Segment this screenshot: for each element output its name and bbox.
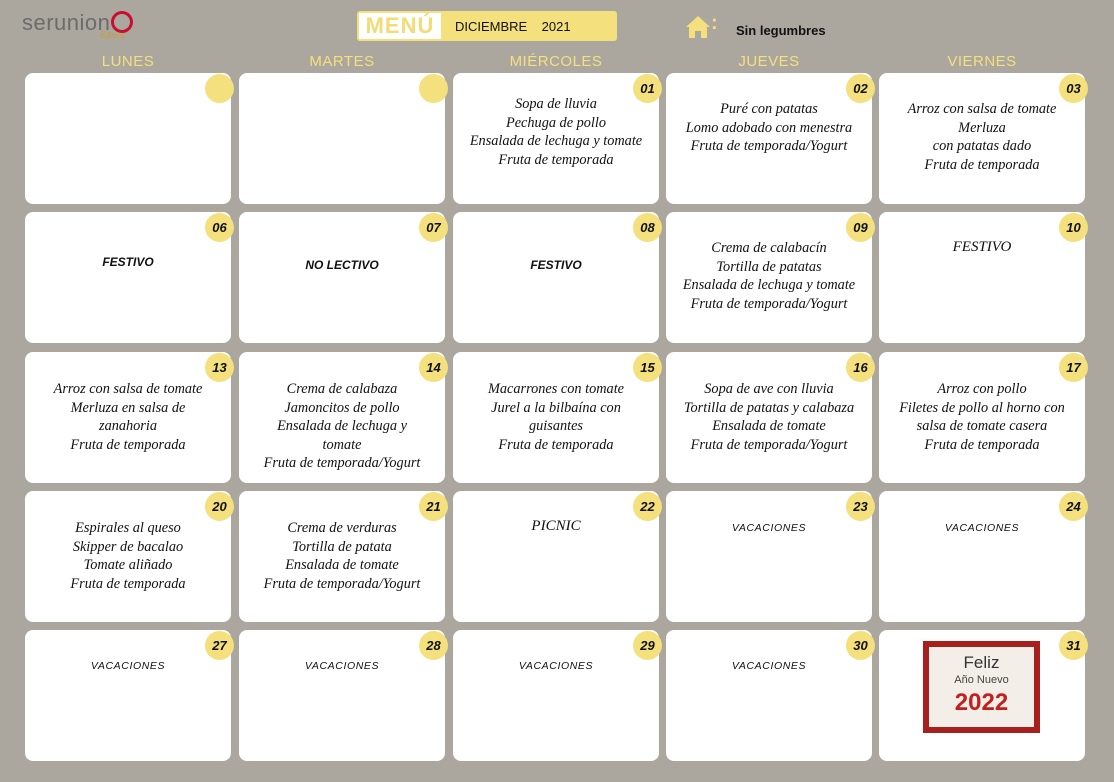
day-number-badge: 03: [1059, 74, 1088, 103]
menu-dishes: [666, 239, 872, 313]
day-number-badge: 28: [419, 631, 448, 660]
day-note: FESTIVO: [530, 258, 582, 272]
vacation-note: VACACIONES: [944, 522, 1020, 534]
greeting-line3: 2022: [954, 689, 1009, 716]
serunion-logo: serunion Educa: [22, 10, 133, 36]
dish-line: Sopa de lluvia: [515, 96, 597, 112]
dish-line: Ensalada de lechuga y tomate: [682, 277, 856, 294]
day-number-badge: 02: [846, 74, 875, 103]
day-cell: [453, 352, 659, 483]
dish-line: Fruta de temporada: [498, 436, 614, 453]
greeting-line2: Año Nuevo: [954, 674, 1009, 686]
menu-label: MENÚ: [359, 13, 441, 39]
dish-line: Arroz con pollo: [937, 381, 1027, 397]
day-number-badge: 22: [633, 492, 662, 521]
menu-dishes: [453, 95, 659, 169]
day-cell: [25, 630, 231, 761]
vacation-note: VACACIONES: [518, 660, 594, 672]
day-number-badge: 07: [419, 213, 448, 242]
menu-dishes: [453, 380, 659, 454]
card-inner: [929, 647, 1034, 727]
dish-line: con patatas dado: [932, 138, 1032, 155]
dish-line: Fruta de temporada/Yogurt: [690, 436, 848, 453]
dish-line: Espirales al queso: [75, 520, 181, 536]
day-cell: [666, 352, 872, 483]
menu-title-box: [357, 11, 617, 41]
day-cell: [666, 630, 872, 761]
day-cell: [879, 352, 1085, 483]
day-cell: [666, 491, 872, 622]
dish-line: Ensalada de lechuga y tomate: [469, 133, 643, 150]
dish-line: Jurel a la bilbaína con: [491, 399, 621, 416]
menu-dishes: [879, 100, 1085, 174]
dish-line: Tortilla de patatas: [716, 258, 822, 275]
dish-line: Filetes de pollo al horno con: [899, 399, 1065, 416]
dish-line: zanahoria: [99, 418, 157, 435]
day-number-badge: [419, 74, 448, 103]
day-number-badge: 20: [205, 492, 234, 521]
day-cell: [25, 73, 231, 204]
dish-line: Fruta de temporada: [70, 436, 186, 453]
day-number-badge: 14: [419, 353, 448, 382]
dish-line: salsa de tomate casera: [916, 418, 1048, 435]
day-number-badge: 09: [846, 213, 875, 242]
day-number-badge: 27: [205, 631, 234, 660]
day-number-badge: 08: [633, 213, 662, 242]
menu-dishes: [25, 519, 231, 593]
menu-dishes: [239, 380, 445, 473]
day-cell: [453, 212, 659, 343]
vacation-note: VACACIONES: [304, 660, 380, 672]
dish-line: Fruta de temporada: [70, 575, 186, 592]
dish-line: Macarrones con tomate: [487, 381, 625, 397]
dish-line: Skipper de bacalao: [72, 538, 184, 555]
vacation-note: VACACIONES: [731, 660, 807, 672]
month-year: DICIEMBRE 2021: [455, 19, 571, 34]
day-note: NO LECTIVO: [305, 258, 379, 272]
day-number-badge: 10: [1059, 213, 1088, 242]
day-cell: [666, 73, 872, 204]
dish-line: Jamoncitos de pollo: [284, 399, 400, 416]
day-cell: [239, 491, 445, 622]
day-number-badge: 06: [205, 213, 234, 242]
day-number-badge: 30: [846, 631, 875, 660]
day-number-badge: [205, 74, 234, 103]
dish-line: Fruta de temporada/Yogurt: [690, 295, 848, 312]
day-number-badge: 16: [846, 353, 875, 382]
dish-line: Arroz con salsa de tomate: [53, 381, 203, 397]
day-cell: [25, 352, 231, 483]
dish-line: Tortilla de patatas y calabaza: [683, 399, 855, 416]
dish-line: Fruta de temporada: [924, 436, 1040, 453]
day-cell: [879, 630, 1085, 761]
dish-line: Lomo adobado con menestra: [685, 119, 853, 136]
vacation-note: VACACIONES: [90, 660, 166, 672]
menu-dishes: [239, 519, 445, 593]
dish-line: Crema de calabacín: [711, 240, 827, 256]
dish-line: Fruta de temporada: [498, 151, 614, 168]
menu-dishes: [879, 380, 1085, 454]
day-number-badge: 15: [633, 353, 662, 382]
greeting-line1: Feliz: [963, 653, 1000, 672]
day-cell: [453, 491, 659, 622]
weekday-header-0: LUNES: [101, 53, 155, 70]
day-cell: [25, 491, 231, 622]
dish-line: Merluza en salsa de: [70, 399, 186, 416]
day-number-badge: 17: [1059, 353, 1088, 382]
day-note: PICNIC: [531, 518, 581, 534]
dish-line: Fruta de temporada/Yogurt: [263, 455, 421, 472]
day-note: FESTIVO: [952, 239, 1012, 255]
dish-line: Crema de verduras: [287, 520, 397, 536]
day-note: FESTIVO: [102, 255, 154, 269]
day-cell: [239, 212, 445, 343]
dish-line: Crema de calabaza: [286, 381, 398, 397]
day-cell: [25, 212, 231, 343]
menu-dishes: [666, 100, 872, 156]
day-cell: [239, 73, 445, 204]
dish-line: Ensalada de lechuga y: [277, 418, 407, 435]
dish-line: Arroz con salsa de tomate: [907, 101, 1057, 117]
menu-dishes: [25, 380, 231, 454]
day-number-badge: 21: [419, 492, 448, 521]
day-cell: [879, 491, 1085, 622]
dish-line: tomate: [322, 436, 362, 453]
dish-line: Tortilla de patata: [292, 538, 392, 555]
day-cell: [453, 73, 659, 204]
dish-line: guisantes: [528, 418, 583, 435]
diet-label: Sin legumbres: [736, 23, 826, 38]
vacation-note: VACACIONES: [731, 522, 807, 534]
dish-line: Ensalada de tomate: [712, 418, 826, 435]
day-cell: [453, 630, 659, 761]
weekday-header-3: JUEVES: [738, 53, 800, 70]
dish-line: Merluza: [958, 119, 1006, 136]
menu-dishes: [666, 380, 872, 454]
dish-line: Fruta de temporada/Yogurt: [263, 575, 421, 592]
header-bar: serunion Educa MENÚ DICIEMBRE 2021 : Sin legumbres: [22, 10, 826, 40]
day-number-badge: 23: [846, 492, 875, 521]
weekday-header-1: MARTES: [309, 53, 375, 70]
dish-line: Pechuga de pollo: [505, 114, 607, 131]
dish-line: Tomate aliñado: [83, 557, 173, 574]
dish-line: Sopa de ave con lluvia: [704, 381, 834, 397]
weekday-header-4: VIERNES: [947, 53, 1017, 70]
new-year-card: [923, 641, 1040, 733]
weekday-header-2: MIÉRCOLES: [509, 53, 603, 70]
day-cell: [879, 212, 1085, 343]
dish-line: Puré con patatas: [720, 101, 818, 117]
day-number-badge: 31: [1059, 631, 1088, 660]
day-number-badge: 24: [1059, 492, 1088, 521]
day-cell: [239, 352, 445, 483]
day-number-badge: 01: [633, 74, 662, 103]
day-cell: [239, 630, 445, 761]
day-number-badge: 13: [205, 353, 234, 382]
day-cell: [666, 212, 872, 343]
dish-line: Ensalada de tomate: [285, 557, 399, 574]
day-cell: [879, 73, 1085, 204]
day-number-badge: 29: [633, 631, 662, 660]
dish-line: Fruta de temporada/Yogurt: [690, 138, 848, 155]
dish-line: Fruta de temporada: [924, 156, 1040, 173]
